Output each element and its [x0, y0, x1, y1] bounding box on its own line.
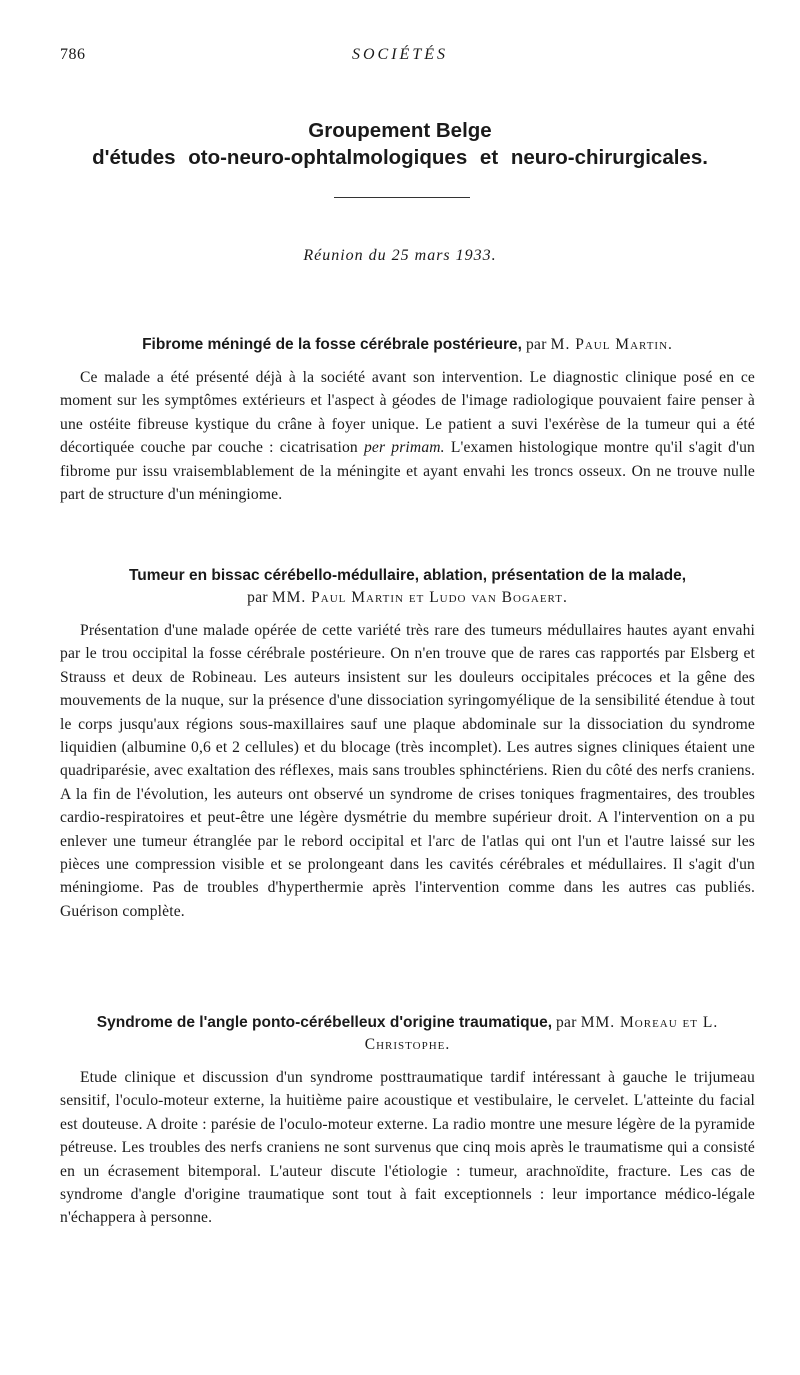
society-title-line-1: Groupement Belge [308, 119, 492, 142]
title-divider [334, 197, 470, 198]
running-head: SOCIÉTÉS [352, 46, 448, 63]
article-fibrome-meninge [60, 334, 755, 506]
article-authors: M. Paul Martin. [550, 336, 673, 353]
article-authors: MM. Paul Martin et Ludo van Bogaert. [271, 589, 568, 606]
article-syndrome-angle [60, 1012, 755, 1230]
article-byline-prefix: par [556, 1014, 577, 1031]
article-byline-prefix: par [525, 336, 547, 353]
article-title: Fibrome méningé de la fosse cérébrale postérieure, [142, 336, 522, 353]
article-body: Etude clinique et discussion d'un syndrome posttraumatique tardif intéressant à gauche le trijumeau sensitif, l'oculo-moteur externe, la huitième paire acoustique et vestibulaire, le cervelet. L'atteinte du facial est douteuse. A droite : parésie de l'oculo-moteur externe. La radio montre une mesure légère de la pyramide pétreuse. Les troubles des nerfs craniens ne sont survenus que cinq mois après le traumatisme qui a consisté en un écrasement bitemporal. L'auteur discute l'étiologie : tumeur, arachnoïdite, fracture. Les cas de syndrome d'angle d'origine traumatique sont tout à fait exceptionnels : leur importance médico-légale n'échappera à personne. [60, 1069, 755, 1227]
article-body [60, 366, 755, 506]
article-authors: MM. Moreau et L. Christophe. [364, 1014, 719, 1053]
article-body: Présentation d'une malade opérée de cette variété très rare des tumeurs médullaires hautes ayant envahi par le trou occipital la fosse cérébrale postérieure. On n'en trouve que de rares cas rapportés par Elsberg et Strauss et deux de Robineau. Les auteurs insistent sur les douleurs occipitales précoces et la gêne des mouvements de la nuque, sur la présence d'une dissociation syringomyélique de la sensibilité étendue à tout le corps jusqu'aux régions sous-maxillaires sauf une plaque abdominale sur la dissociation du syndrome liquidien (albumine 0,6 et 2 cellules) et du blocage (très incomplet). Les autres signes cliniques étaient une quadriparésie, avec exaltation des réflexes, mais sans troubles sphinctériens. Rien du côté des nerfs craniens. A la fin de l'évolution, les auteurs ont observé un syndrome de crises toniques fragmentaires, des troubles cardio-respiratoires et peut-être une légère dysmétrie du membre supérieur droit. A l'intervention on a pu enlever une tumeur étranglée par le rebord occipital et l'arc de l'atlas qui ont l'un et l'autre laissé sur les pièces une compression visible et se prolongeant dans les cavités cérébrales et médullaires. Il s'agit d'un méningiome. Pas de troubles d'hyperthermie après l'intervention comme dans les autres cas publiés. Guérison complète. [60, 622, 755, 920]
article-body-text-continued: L'examen histologique montre qu'il s'agit d'un fibrome pur issu vraisemblablement de la méningite et ayant envahi les troncs osseux. On ne trouve nulle part de structure d'un méningiome. [60, 439, 755, 504]
article-body-text: Ce malade a été présenté déjà à la société avant son intervention. Le diagnostic clinique posé en ce moment sur les symptômes extérieurs et l'aspect à géodes de l'image radiologique pouvaient faire penser à une ostéite fibreuse kystique du crâne à foyer unique. Le patient a suvi l'exérèse de la tumeur qui a été décortiquée couche par couche : cicatrisation [60, 369, 755, 457]
article-title: Syndrome de l'angle ponto-cérébelleux d'origine traumatique, [96, 1014, 552, 1031]
page-number: 786 [60, 46, 86, 63]
article-heading [60, 334, 755, 356]
article-title: Tumeur en bissac cérébello-médullaire, ablation, présentation de la malade, [128, 567, 687, 584]
article-tumeur-bissac [60, 565, 755, 923]
article-heading [60, 565, 755, 609]
society-title [0, 117, 800, 171]
article-heading [60, 1012, 755, 1056]
article-body-italic: per primam. [363, 439, 445, 457]
article-byline-prefix: par [247, 589, 268, 606]
meeting-date: Réunion du 25 mars 1933. [303, 247, 497, 264]
society-title-line-2: d'études oto-neuro-ophtalmologiques et neuro-chirurgicales. [92, 146, 708, 169]
